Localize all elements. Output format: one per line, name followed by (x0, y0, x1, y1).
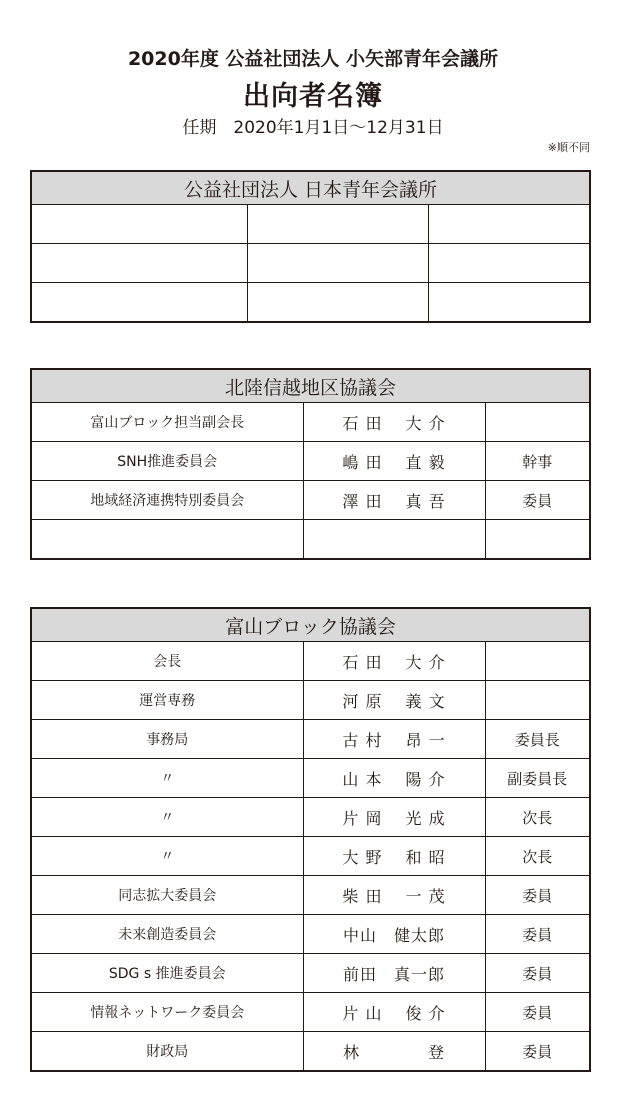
hokuriku-shinetsu-table (30, 368, 591, 560)
post-cell: 委員 (485, 481, 590, 520)
jci-japan-table (30, 170, 591, 323)
name-cell (247, 244, 428, 283)
post-cell: 委員 (485, 876, 590, 915)
name-cell: 林 登 (303, 1032, 485, 1072)
table-row (31, 244, 590, 283)
name-cell (303, 520, 485, 560)
post-cell: 委員 (485, 1032, 590, 1072)
table-row (31, 642, 590, 681)
name-cell (247, 205, 428, 244)
table-row (31, 915, 590, 954)
name-cell (247, 283, 428, 323)
name-cell: 大 野 和 昭 (303, 837, 485, 876)
post-cell: 副委員長 (485, 759, 590, 798)
post-cell: 次長 (485, 798, 590, 837)
name-cell: 片 岡 光 成 (303, 798, 485, 837)
role-cell: 〃 (31, 759, 303, 798)
post-cell (428, 283, 590, 323)
name-cell: 嶋 田 直 毅 (303, 442, 485, 481)
table-row (31, 798, 590, 837)
table-row (31, 759, 590, 798)
table-row (31, 993, 590, 1032)
post-cell: 次長 (485, 837, 590, 876)
name-cell: 石 田 大 介 (303, 403, 485, 442)
role-cell (31, 520, 303, 560)
post-cell (485, 403, 590, 442)
term-period: 任期 2020年1月1日〜12月31日 (182, 118, 444, 138)
table-row (31, 720, 590, 759)
role-cell: 地域経済連携特別委員会 (31, 481, 303, 520)
order-note: ※順不同 (547, 141, 590, 154)
post-cell: 委員長 (485, 720, 590, 759)
name-cell: 石 田 大 介 (303, 642, 485, 681)
table-row (31, 520, 590, 560)
section-title: 北陸信越地区協議会 (31, 369, 590, 403)
post-cell: 幹事 (485, 442, 590, 481)
post-cell: 委員 (485, 993, 590, 1032)
toyama-block-table (30, 607, 591, 1072)
role-cell: 未来創造委員会 (31, 915, 303, 954)
role-cell: 情報ネットワーク委員会 (31, 993, 303, 1032)
table-row (31, 1032, 590, 1072)
role-cell: 財政局 (31, 1032, 303, 1072)
table-row (31, 403, 590, 442)
table-row (31, 837, 590, 876)
section-title: 富山ブロック協議会 (31, 608, 590, 642)
role-cell: SNH推進委員会 (31, 442, 303, 481)
name-cell: 河 原 義 文 (303, 681, 485, 720)
post-cell (485, 642, 590, 681)
post-cell (428, 244, 590, 283)
table-row (31, 283, 590, 323)
role-cell: 同志拡大委員会 (31, 876, 303, 915)
name-cell: 山 本 陽 介 (303, 759, 485, 798)
post-cell: 委員 (485, 915, 590, 954)
role-cell: 〃 (31, 837, 303, 876)
role-cell: 事務局 (31, 720, 303, 759)
role-cell: 〃 (31, 798, 303, 837)
name-cell: 前田 真一郎 (303, 954, 485, 993)
role-cell (31, 244, 247, 283)
organization-title: 2020年度 公益社団法人 小矢部青年会議所 (127, 48, 499, 70)
role-cell: 運営専務 (31, 681, 303, 720)
name-cell: 澤 田 真 吾 (303, 481, 485, 520)
post-cell (428, 205, 590, 244)
post-cell: 委員 (485, 954, 590, 993)
role-cell (31, 283, 247, 323)
table-row (31, 481, 590, 520)
table-row (31, 442, 590, 481)
name-cell: 中山 健太郎 (303, 915, 485, 954)
section-title: 公益社団法人 日本青年会議所 (31, 171, 590, 205)
page-title: 出向者名簿 (243, 81, 383, 112)
table-row (31, 205, 590, 244)
role-cell: 富山ブロック担当副会長 (31, 403, 303, 442)
role-cell: 会長 (31, 642, 303, 681)
role-cell: SDG s 推進委員会 (31, 954, 303, 993)
table-row (31, 954, 590, 993)
post-cell (485, 681, 590, 720)
name-cell: 片 山 俊 介 (303, 993, 485, 1032)
table-row (31, 681, 590, 720)
name-cell: 柴 田 一 茂 (303, 876, 485, 915)
role-cell (31, 205, 247, 244)
name-cell: 古 村 昂 一 (303, 720, 485, 759)
post-cell (485, 520, 590, 560)
table-row (31, 876, 590, 915)
